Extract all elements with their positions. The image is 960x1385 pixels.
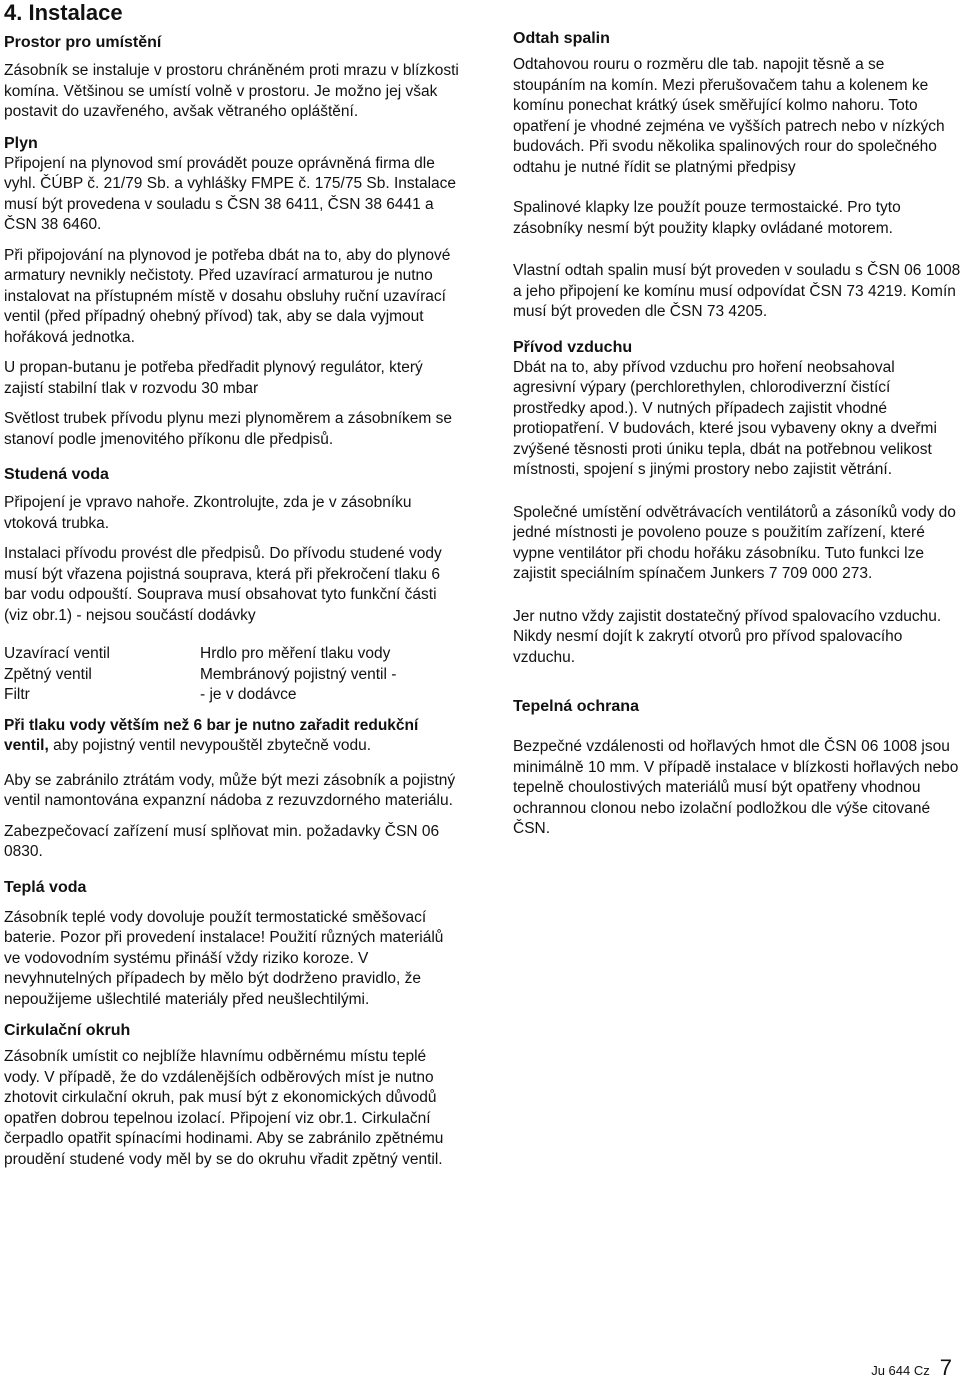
reducer-warning: Při tlaku vody větším než 6 bar je nutno zařadit redukční ventil, — [4, 716, 419, 754]
section-heading-hot-water: Teplá voda — [4, 878, 87, 896]
valve-pressure-port: Hrdlo pro měření tlaku vody — [200, 645, 391, 662]
section-heading-circulation: Cirkulační okruh — [4, 1022, 131, 1039]
hot-water-text: Zásobník teplé vody dovoluje použít termostatické směšovací baterie. Pozor při provedení instalace! Použití různých materiálů ve vodovodním systému přináší vždy riziko koroze. V nevyhnutelných případech by mělo být dodrženo pravidlo, že nepoužijeme ušlechtilé materiály před neušlechtilými. — [4, 908, 444, 1008]
flue-paragraph-2: Spalinové klapky lze použít pouze termostaické. Pro tyto zásobníky nesmí být použity klapky ovládané motorem. — [513, 199, 901, 237]
left-column — [4, 0, 462, 1170]
cold-water-paragraph-1: Připojení je vpravo nahoře. Zkontrolujte, zda je v zásobníku vtoková trubka. — [4, 494, 412, 532]
air-paragraph-1: Dbát na to, aby přívod vzduchu pro hoření neobsahoval agresivní výpary (perchlorethylen, chlorodiverzní čistící prostředky apod.). V nutných případech zajistit vhodné protiopatření. V budovách, které jsou vybaveny okny a dveřmi zvýšené těsnosti proti úniku tepla, dbát na potřebnou velikost místnosti, spojení s jinými prostory nebo zajistit větrání. — [513, 358, 937, 478]
gas-paragraph-2: Při připojování na plynovod je potřeba dbát na to, aby do plynové armatury nevnikly nečistoty. Před uzavírací armaturou je nutno instalovat na přístupném místě v dosahu obsluhy ruční uzavírací ventil (před případný ohebný přívod) tak, aby se dala vyjmout hořáková jednotka. — [4, 246, 451, 346]
thermal-text: Bezpečné vzdálenosti od hořlavých hmot dle ČSN 06 1008 jsou minimálně 10 mm. V případě instalace v blízkosti hořlavých nebo tepelně choulostivých materiálů musí být opatřeny vhodnou ochrannou clonou nebo izolační podložkou dle výše citované ČSN. — [513, 738, 959, 837]
section-heading-flue: Odtah spalin — [513, 30, 610, 47]
section-heading-cold-water: Studená voda — [4, 466, 109, 483]
air-paragraph-3: Jer nutno vždy zajistit dostatečný přívod spalovacího vzduchu. Nikdy nesmí dojít k zakrytí otvorů pro přívod spalovacího vzduchu. — [513, 607, 942, 666]
valve-list — [4, 644, 462, 706]
section-heading-thermal: Tepelná ochrana — [513, 698, 639, 715]
flue-paragraph-3: Vlastní odtah spalin musí být proveden v souladu s ČSN 06 1008 a jeho připojení ke komínu musí odpovídat ČSN 73 4219. Komín musí být proveden dle ČSN 73 4205. — [513, 262, 960, 320]
gas-paragraph-4: Světlost trubek přívodu plynu mezi plynoměrem a zásobníkem se stanoví podle jmenovitého příkonu dle předpisů. — [4, 410, 452, 448]
circulation-text: Zásobník umístit co nejblíže hlavnímu odběrnému místu teplé vody. V případě, že do vzdálenějších odběrových míst je nutno zhotovit cirkulační okruh, pak musí být z ekonomických důvodů opatřen dobrou tepelnou izolací. Připojení viz obr.1. Cirkulační čerpadlo opatřit spínacími hodinami. Aby se zabránilo zpětnému proudění studené vody měl by se do okruhu vřadit zpětný ventil. — [4, 1048, 444, 1168]
document-code: Ju 644 Cz — [871, 1362, 930, 1378]
gas-paragraph-1: Připojení na plynovod smí provádět pouze oprávněná firma dle vyhl. ČÚBP č. 21/79 Sb. a vyhlášky FMPE č. 175/75 Sb. Instalace musí být provedena v souladu s ČSN 38 6411, ČSN 38 6441 a ČSN 38 6460. — [4, 154, 457, 233]
section-heading-air: Přívod vzduchu — [513, 338, 633, 356]
cold-water-paragraph-3 — [4, 716, 462, 757]
cold-water-paragraph-5: Zabezpečovací zařízení musí splňovat min. požadavky ČSN 06 0830. — [4, 822, 440, 860]
room-text: Zásobník se instaluje v prostoru chráněném proti mrazu v blízkosti komína. Většinou se umístí volně v prostoru. Je možno jej však postavit do uzavřeného, avšak větraného opláštění. — [4, 62, 459, 120]
right-column — [513, 0, 960, 840]
section-heading-gas: Plyn — [4, 134, 38, 152]
valve-safety: Membránový pojistný ventil - — [200, 665, 397, 683]
page-title: 4. Instalace — [4, 0, 123, 25]
page-footer — [871, 1355, 952, 1382]
page-number: 7 — [939, 1354, 952, 1380]
valve-included-note: - je v dodávce — [200, 686, 297, 703]
reducer-warning-rest: aby pojistný ventil nevypouštěl zbytečně vodu. — [48, 737, 372, 754]
valve-check: Zpětný ventil — [4, 665, 92, 683]
cold-water-paragraph-4: Aby se zabránilo ztrátám vody, může být mezi zásobník a pojistný ventil namontována expanzní nádoba z rezuvzdorného materiálu. — [4, 771, 456, 809]
gas-paragraph-3: U propan-butanu je potřeba předřadit plynový regulátor, který zajistí stabilní tlak v rozvodu 30 mbar — [4, 359, 423, 397]
valve-filter: Filtr — [4, 686, 30, 703]
flue-paragraph-1: Odtahovou rouru o rozměru dle tab. napojit těsně a se stoupáním na komín. Mezi přerušovačem tahu a kolenem ke komínu ponechat krátký úsek směřující kolmo nahoru. Toto opatření je vhodné zejména ve vyšších patrech nebo v nízkých budovách. Při svodu několika spalinových rour do společného odtahu je nutné řídit se platnými předpisy — [513, 56, 945, 176]
valve-shutoff: Uzavírací ventil — [4, 645, 110, 662]
cold-water-paragraph-2: Instalaci přívodu provést dle předpisů. Do přívodu studené vody musí být vřazena pojistná souprava, která při překročení tlaku 6 bar vodu odpouští. Souprava musí obsahovat tyto funkční části (viz obr.1) - nejsou součástí dodávky — [4, 545, 442, 624]
air-paragraph-2: Společné umístění odvětrávacích ventilátorů a zásoníků vody do jedné místnosti je povoleno pouze s použitím zařízení, které vypne ventilátor při chodu hořáku zásobníku. Tuto funkci lze zajistit speciálním spínačem Junkers 7 709 000 273. — [513, 503, 956, 582]
section-heading-room: Prostor pro umístění — [4, 34, 162, 51]
